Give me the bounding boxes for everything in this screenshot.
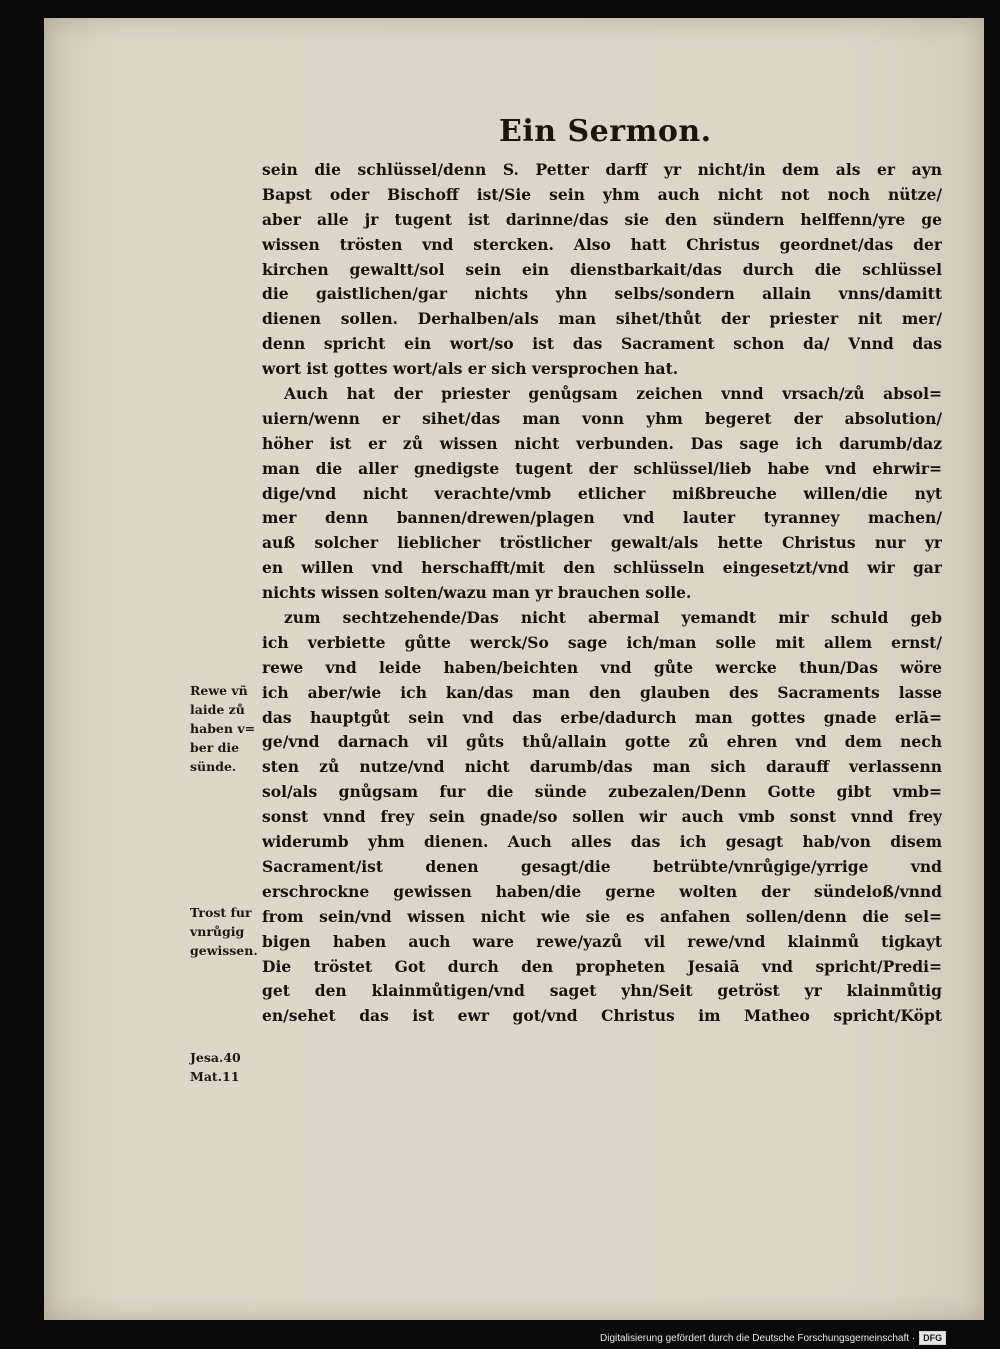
- text-line: wissen trösten vnd stercken. Also hatt Christus geordnet/das der: [262, 234, 942, 254]
- text-line: Die tröstet Got durch den propheten Jesaiā vnd spricht/Predi=: [262, 956, 942, 976]
- text-line: auß solcher lieblicher tröstlicher gewalt/als hette Christus nur yr: [262, 533, 942, 553]
- text-line: zum sechtzehende/Das nicht abermal yemandt mir schuld geb: [284, 608, 942, 628]
- text-line: ge/vnd darnach vil gůts thů/allain gotte zů ehren vnd dem nech: [262, 732, 942, 752]
- text-line: get den klainmůtigen/vnd saget yhn/Seit getröst yr klainmůtig: [262, 981, 942, 1001]
- text-line: das hauptgůt sein vnd das erbe/dadurch man gottes gnade erlā=: [262, 707, 942, 727]
- text-line: rewe vnd leide haben/beichten vnd gůte wercke thun/Das wöre: [262, 657, 942, 677]
- text-line: höher ist er zů wissen nicht verbunden. Das sage ich darumb/daz: [262, 433, 942, 453]
- text-line: ich verbiette gůtte werck/So sage ich/man solle mit allem ernst/: [262, 632, 942, 652]
- text-line: erschrockne gewissen haben/die gerne wolten der sündeloß/vnnd: [262, 881, 942, 901]
- text-line: Sacrament/ist denen gesagt/die betrübte/vnrůgige/yrrige vnd: [262, 856, 942, 876]
- text-line: sonst vnnd frey sein gnade/so sollen wir auch vmb sonst vnnd frey: [262, 807, 942, 827]
- text-line: kirchen gewaltt/sol sein ein dienstbarkait/das durch die schlüssel: [262, 259, 942, 279]
- text-line: en/sehet das ist ewr got/vnd Christus im Matheo spricht/Köpt: [262, 1006, 942, 1026]
- text-line: from sein/vnd wissen nicht wie sie es anfahen sollen/denn die sel=: [262, 906, 942, 926]
- text-line: wort ist gottes wort/als er sich versprochen hat.: [262, 359, 679, 379]
- text-line: sten zů nutze/vnd nicht darumb/das man sich darauff verlassenn: [262, 757, 942, 777]
- text-line: sol/als gnůgsam fur die sünde zubezalen/Denn Gotte gibt vmb=: [262, 782, 942, 802]
- text-line: en willen vnd herschafft/mit den schlüsseln eingesetzt/vnd wir gar: [262, 558, 942, 578]
- text-line: sein die schlüssel/denn S. Petter darff yr nicht/in dem als er ayn: [262, 160, 942, 179]
- text-line: denn spricht ein wort/so ist das Sacrament schon da/ Vnnd das: [262, 334, 942, 354]
- text-line: die gaistlichen/gar nichts yhn selbs/sondern allain vnns/damitt: [262, 284, 942, 304]
- text-line: bigen haben auch ware rewe/yazů vil rewe/vnd klainmů tigkayt: [262, 931, 942, 951]
- text-line: ich aber/wie ich kan/das man den glauben des Sacraments lasse: [262, 682, 942, 702]
- text-line: man die aller gnedigste tugent der schlüssel/lieb habe vnd ehrwir=: [262, 458, 942, 478]
- text-line: aber alle jr tugent ist darinne/das sie den sündern helffenn/yre ge: [262, 209, 942, 229]
- text-line: dienen sollen. Derhalben/als man sihet/thůt der priester nit mer/: [262, 309, 942, 329]
- funding-credit: Digitalisierung gefördert durch die Deutsche Forschungsgemeinschaft ·: [600, 1332, 916, 1344]
- footer-bar: [600, 1328, 946, 1348]
- text-line: dige/vnd nicht verachte/vmb etlicher mißbreuche willen/die nyt: [262, 483, 942, 503]
- text-line: Auch hat der priester genůgsam zeichen vnnd vrsach/zů absol=: [284, 384, 942, 404]
- scanned-page: [44, 18, 984, 1320]
- marginal-note-rewe: Rewe vñ laide zů haben v= ber die sünde.: [190, 683, 256, 774]
- marginal-note-reference: Jesa.40 Mat.11: [190, 1050, 241, 1084]
- text-line: nichts wissen solten/wazu man yr brauchen solle.: [262, 583, 692, 603]
- text-line: widerumb yhm dienen. Auch alles das ich gesagt hab/von disem: [262, 832, 942, 852]
- text-line: mer denn bannen/drewen/plagen vnd lauter tyranney machen/: [262, 508, 942, 528]
- text-line: Bapst oder Bischoff ist/Sie sein yhm auch nicht not noch nütze/: [262, 184, 942, 204]
- dfg-logo: DFG: [919, 1331, 946, 1345]
- body-text: [262, 158, 942, 1029]
- text-line: uiern/wenn er sihet/das man vonn yhm begeret der absolution/: [262, 408, 942, 428]
- marginal-note-trost: Trost fur vnrůgig gewissen.: [190, 905, 258, 958]
- page-header: Ein Sermon.: [499, 114, 712, 149]
